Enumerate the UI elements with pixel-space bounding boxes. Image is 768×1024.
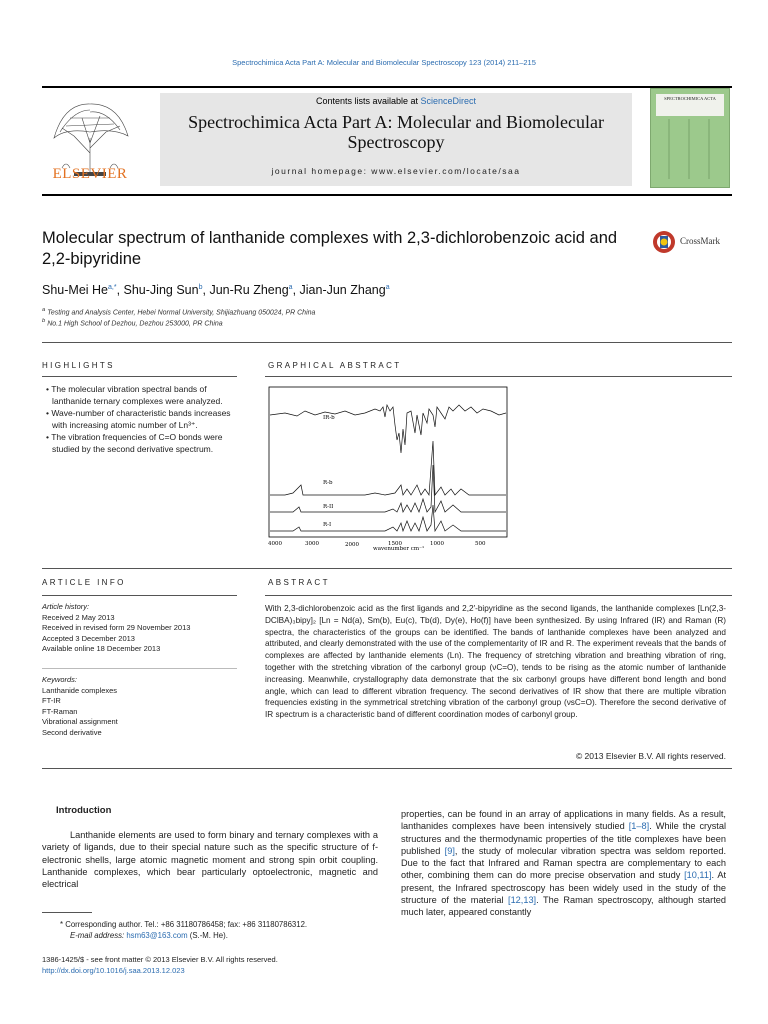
publisher-name: ELSEVIER xyxy=(52,166,128,182)
section-rule xyxy=(42,342,732,343)
keyword: Second derivative xyxy=(42,727,102,737)
highlights-list xyxy=(42,383,237,455)
introduction-heading: Introduction xyxy=(56,805,112,816)
email-suffix: (S.-M. He). xyxy=(187,931,228,940)
x-tick-label: 500 xyxy=(475,541,486,547)
affiliation xyxy=(42,318,223,327)
keywords-label: Keywords: xyxy=(42,675,78,684)
section-rule xyxy=(42,768,732,769)
author-name[interactable]: Jun-Ru Zheng xyxy=(209,283,289,297)
highlights-heading: HIGHLIGHTS xyxy=(42,361,115,370)
crossmark-icon xyxy=(652,230,676,254)
corresponding-author-footnote xyxy=(42,919,378,941)
highlight-item: • The vibration frequencies of C=O bonds were studied by the second derivative spectrum. xyxy=(42,431,237,455)
abstract-rule xyxy=(265,595,732,596)
affiliation-sup: b xyxy=(42,318,46,324)
affiliation-text: No.1 High School of Dezhou, Dezhou 253000, PR China xyxy=(47,320,223,328)
reference-link[interactable]: [9] xyxy=(444,845,455,856)
journal-homepage[interactable]: journal homepage: www.elsevier.com/locate/saa xyxy=(271,166,521,176)
article-title: Molecular spectrum of lanthanide complexes with 2,3-dichlorobenzoic acid and 2,2-bipyridine xyxy=(42,229,618,268)
x-tick-label: 2000 xyxy=(345,542,359,548)
body-text: , the study of molecular vibration spectra was seldom reported. Due to the fact that Infrared and Raman spectra are complementary to each other, combining them can do more precise observation and study xyxy=(401,845,726,881)
affiliation xyxy=(42,307,315,316)
reference-link[interactable]: [12,13] xyxy=(508,895,537,906)
keywords-block xyxy=(42,675,242,738)
corresponding-line: * Corresponding author. Tel.: +86 31180786458; fax: +86 31180786312. xyxy=(60,920,308,929)
history-label: Article history: xyxy=(42,602,90,611)
author-name[interactable]: Shu-Mei He xyxy=(42,283,108,297)
author-affil-sup[interactable]: a xyxy=(288,283,293,291)
author-affil-sup[interactable]: b xyxy=(198,283,203,291)
cover-decoration xyxy=(659,119,719,179)
footnote-rule xyxy=(42,912,92,913)
x-tick-label: 1500 xyxy=(388,541,402,547)
cover-title: SPECTROCHIMICA ACTA xyxy=(656,94,724,116)
highlight-item: • The molecular vibration spectral bands of lanthanide ternary complexes were analyzed. xyxy=(42,383,237,407)
author-name[interactable]: Jian-Jun Zhang xyxy=(299,283,386,297)
x-tick-label: 4000 xyxy=(268,541,282,547)
crossmark-label: CrossMark xyxy=(680,236,720,246)
highlights-rule xyxy=(42,376,237,377)
abstract-heading: ABSTRACT xyxy=(268,578,330,587)
spectrum-trace-r-ii xyxy=(270,465,506,512)
spectrum-trace-ir xyxy=(270,405,506,453)
keyword: FT-IR xyxy=(42,696,61,705)
body-text: . While the crystal structures and the thermodynamic properties of the title complexes have been published xyxy=(401,821,727,856)
body-text: properties, can be found in an array of applications in many fields. As a result, lanthanides complexes have been intensively studied xyxy=(401,809,726,832)
x-tick-label: 1000 xyxy=(430,541,444,547)
spectrum-trace-r-b xyxy=(270,441,506,495)
author-affil-sup[interactable]: a,* xyxy=(108,283,117,291)
issn-block xyxy=(42,954,278,976)
trace-label: R-b xyxy=(323,480,333,486)
doi-link[interactable]: http://dx.doi.org/10.1016/j.saa.2013.12.023 xyxy=(42,966,185,975)
header-rule xyxy=(42,86,732,88)
contents-prefix: Contents lists available at xyxy=(315,96,421,106)
email-link[interactable]: hsm63@163.com xyxy=(126,931,188,940)
affiliation-sup: a xyxy=(42,307,46,313)
email-line xyxy=(42,930,378,941)
intro-paragraph-continued xyxy=(401,808,726,919)
graphical-abstract-rule xyxy=(265,376,732,377)
graphical-abstract-spectra xyxy=(265,385,510,551)
reference-link[interactable]: [10,11] xyxy=(684,870,712,881)
trace-label: R-I xyxy=(323,522,332,528)
intro-paragraph: Lanthanide elements are used to form binary and ternary complexes with a variety of ligands, due to their special nature such as the specific structure of f-electronic shells, large atomic magnetic moment and strong spin orbit coupling. Lanthanide complexes, which bear particularly optoelectronic, magnetic and electrical xyxy=(42,830,378,890)
author-name[interactable]: Shu-Jing Sun xyxy=(123,283,199,297)
graphical-abstract-heading: GRAPHICAL ABSTRACT xyxy=(268,361,402,370)
history-entry: Received in revised form 29 November 2013 xyxy=(42,623,191,632)
issn-line: 1386-1425/$ - see front matter © 2013 Elsevier B.V. All rights reserved. xyxy=(42,955,278,964)
body-text: . At present, the Infrared spectroscopy has been widely used in the study of the structure of the material xyxy=(401,870,727,906)
contents-line xyxy=(160,96,632,106)
author-list: Shu-Mei $He^{a,*}$, Shu-Jing Sun$^b$, Jun-Ru Zheng$^a$, Jian-Jun Zhang$^a$ xyxy=(42,283,390,297)
reference-link[interactable]: [1–8] xyxy=(628,821,650,832)
email-label: E-mail address: xyxy=(70,931,127,940)
journal-citation-link[interactable]: Spectrochimica Acta Part A: Molecular and Biomolecular Spectroscopy 123 (2014) 211–215 xyxy=(232,58,536,67)
trace-label: R-II xyxy=(323,504,334,510)
history-entry: Accepted 3 December 2013 xyxy=(42,633,135,643)
abstract-text: With 2,3-dichlorobenzoic acid as the first ligands and 2,2′-bipyridine as the second ligands, the lanthanide complexes [Ln(2,3-DClBA)₃bipy]₂ [Ln = Nd(a), Sm(b), Eu(c), Tb(d), Dy(e), Ho(f)] have been synthesized. By using Infrared (IR) and Raman (R) spectra, the characteristics of the groups can be identified. The bands of lanthanide complexes have been analyzed and attributed, and clearly demonstrated with the use of the complementarity of IR and R. The experiment reveals that the bands of complexes are affected by lanthanide elements (Ln). The frequency of stretching vibration and breathing vibration of ring, together with the stretching vibration of the carbonyl group (νC=O), tends to be rising as the atomic number of lanthanide increasing. Meanwhile, crystallography data demonstrate that the six carbonyl groups have different bond length and bond angle, which can lead to different vibration frequency. The second derivatives of IR show that there are multiple vibration frequencies existing in the symmetrical stretching vibration of the carbonyl group (νsC=O). Therefore the second derivative of IR spectrum is a characteristic band of different coordination modes of carbonyl group. xyxy=(265,604,726,720)
history-entry: Available online 18 December 2013 xyxy=(42,644,161,653)
article-info-rule xyxy=(42,595,237,596)
keyword: Vibrational assignment xyxy=(42,717,118,726)
copyright-notice: © 2013 Elsevier B.V. All rights reserved. xyxy=(575,751,726,761)
crossmark-badge[interactable] xyxy=(652,230,732,254)
x-axis-label: wavenumber cm⁻¹ xyxy=(373,546,425,551)
journal-title: Spectrochimica Acta Part A: Molecular and Biomolecular Spectroscopy xyxy=(188,112,604,152)
keyword: Lanthanide complexes xyxy=(42,685,118,695)
section-rule xyxy=(42,568,732,569)
spectrum-trace-r-i xyxy=(270,505,506,531)
author-affil-sup[interactable]: a xyxy=(385,283,390,291)
keyword: FT-Raman xyxy=(42,706,78,716)
journal-cover-image xyxy=(650,88,730,188)
article-info-heading: ARTICLE INFO xyxy=(42,578,126,587)
x-tick-label: 3000 xyxy=(305,541,319,547)
sciencedirect-link[interactable]: ScienceDirect xyxy=(420,96,477,106)
spectra-frame xyxy=(269,387,507,537)
trace-label: IR-b xyxy=(323,415,335,421)
body-text: . The Raman spectroscopy, although started much later, appeared constantly xyxy=(401,895,726,918)
article-info-divider xyxy=(42,668,237,669)
header-bottom-rule xyxy=(42,194,732,196)
history-entry: Received 2 May 2013 xyxy=(42,612,115,622)
affiliation-text: Testing and Analysis Center, Hebei Normal University, Shijiazhuang 050024, PR China xyxy=(47,309,316,317)
highlight-item: • Wave-number of characteristic bands increases with increasing atomic number of Ln³⁺. xyxy=(42,407,237,431)
article-history xyxy=(42,602,242,655)
